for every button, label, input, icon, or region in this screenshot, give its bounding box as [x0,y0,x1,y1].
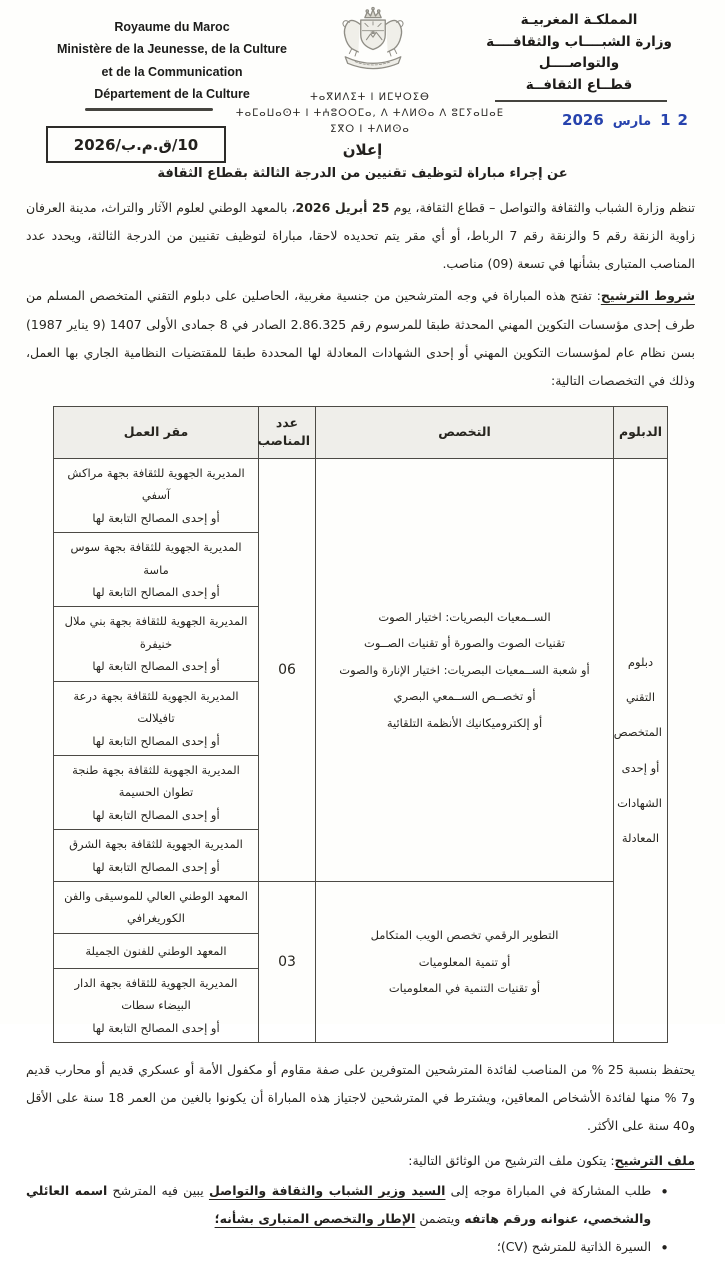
bullet-icon: • [660,1182,669,1201]
page-subtitle: عن إجراء مباراة لتوظيف تقنيين من الدرجة الثالثة بقطاع الثقافة [157,166,568,181]
stamp-year: 2026 [562,111,604,129]
date-stamp [562,111,695,129]
count-cell-group1: 06 [259,458,316,881]
tifinagh-line: ⵜⴰⴳⵍⴷⵉⵜ ⵏ ⵍⵎⵖⵔⵉⴱ [310,92,430,103]
french-line: Département de la Culture [94,86,250,101]
ministry-name-tifinagh [182,90,558,139]
list-item-request [26,1177,669,1233]
location-cell [54,882,259,934]
diploma-line: المتخصص [613,725,662,740]
specialty-line: تقنيات الصوت والصورة أو تقنيات الصــوت [364,636,565,651]
specialty-line: أو شعبة الســمعيات البصريات: اختيار الإنارة والصوت [339,662,590,677]
diploma-cell [614,458,668,1042]
conditions-text: : تفتح هذه المباراة في وجه المترشحين من جنسية مغربية، الحاصلين على دبلوم التقني المتخصص المسلم من طرف إحدى مؤسسات التكوين المهني المحدثة طبقا للمرسوم رقم 2.86.325 الصادر في 8 جمادى الأولى 1407 (9 يناير 1987) بسن نظام عام لمؤسسات التكوين المهني أو إحدى الشهادات المعادلة لها المحددة طبقا للمقتضيات النظامية الجاري بها العمل، وذلك في التخصصات التالية: [26,288,695,388]
reference-number: 10/ق.م.ب/2026 [73,135,199,154]
stamp-day: 12 [660,111,695,129]
grade-specialty: الإطار والتخصص المتبارى بشأنه؛ [214,1210,416,1226]
french-line: et de la Communication [101,64,243,79]
location-note: أو إحدى المصالح التابعة لها [92,733,220,748]
arabic-line: وزارة الشبــــاب والثقافــــة [486,33,672,50]
location-cell [54,533,259,607]
arabic-divider [495,100,667,102]
intro-text: ، بالمعهد الوطني لعلوم الآثار والتراث، مدينة العرفان زاوية الزنقة رقم 5 والزنقة رقم 7 الرباط، أو أي مقر يتم تحديده لاحقا، مباراة لتوظيف تقنيين من الدرجة الثالثة، ويحدد عدد المناصب المتبارى بشأنها في تسعة (09) مناصب. [26,200,695,272]
arabic-line: والتواصــــل [538,55,620,72]
location-cell [54,933,259,968]
intro-text: تنظم وزارة الشباب والثقافة والتواصل – قطاع الثقافة، يوم [389,200,695,215]
file-section-heading [26,1147,695,1175]
request-segment: يبين فيه المترشح [107,1182,209,1198]
document-body [0,194,725,1263]
location-note: أو إحدى المصالح التابعة لها [92,659,220,674]
ministry-name-arabic [453,10,705,96]
table-header-row [54,406,668,458]
cv-item-text: السيرة الذاتية للمترشح (CV)؛ [496,1238,652,1254]
location-name: المديرية الجهوية للثقافة بجهة الدار البيضاء سطات [74,975,238,1013]
page-title: إعلان [342,141,383,159]
bullet-icon: • [660,1238,669,1257]
diploma-line: دبلوم التقني [625,655,656,705]
specialty-line: أو تخصــص الســمعي البصري [393,689,536,704]
count-header-line: المناصب [257,433,310,449]
location-name: المديرية الجهوية للثقافة بجهة الشرق [69,837,243,852]
candidate-info: اسمه العائلي والشخصي، عنوانه ورقم هاتفه [26,1182,652,1226]
location-name: المديرية الجهوية للثقافة بجهة بني ملال خنيفرة [64,614,248,651]
minister-name: السيد وزير الشباب والثقافة والتواصل [208,1182,446,1198]
diploma-line: المعادلة [621,830,660,845]
french-line: Ministère de la Jeunesse, de la Culture [57,42,287,57]
count-header-line: عدد [275,414,299,430]
specialty-cell-group2 [316,882,614,1043]
location-name: المديرية الجهوية للثقافة بجهة درعة تافيلالت [73,688,239,726]
col-header-count [259,406,316,458]
request-segment: طلب المشاركة في المباراة موجه إلى [445,1182,652,1198]
specialty-line: أو تقنيات التنمية في المعلوميات [388,981,541,996]
request-segment: ويتضمن [415,1210,465,1226]
arabic-line: قطــاع الثقافــة [525,76,633,93]
table-row [54,882,668,934]
specialty-line: أو إلكتروميكانيك الأنظمة التلقائية [386,715,543,730]
location-name: المديرية الجهوية للثقافة بجهة طنجة تطوان الحسيمة [72,762,240,800]
col-header-specialty: التخصص [316,406,614,458]
list-item-cv [26,1233,669,1263]
location-note: أو إحدى المصالح التابعة لها [92,584,220,599]
diploma-line: أو إحدى [621,760,660,775]
stamp-month: مارس [612,114,652,129]
exam-date: 25 أبريل 2026 [295,200,390,215]
coat-of-arms [324,6,422,88]
location-note: أو إحدى المصالح التابعة لها [92,859,220,874]
count-cell-group2: 03 [259,882,316,1043]
specialty-line: التطوير الرقمي تخصص الويب المتكامل [370,928,559,943]
location-cell [54,607,259,681]
positions-table [53,406,668,1043]
location-cell [54,458,259,532]
location-name: المديرية الجهوية للثقافة بجهة سوس ماسة [70,540,242,577]
specialty-cell-group1 [316,458,614,881]
location-cell [54,968,259,1042]
specialty-line: الســمعيات البصريات: اختيار الصوت [378,609,551,624]
location-name: المعهد الوطني للفنون الجميلة [85,943,227,958]
location-note: أو إحدى المصالح التابعة لها [92,807,220,822]
location-note: أو إحدى المصالح التابعة لها [92,1020,220,1035]
french-line: Royaume du Maroc [114,20,230,34]
letterhead [0,0,725,192]
location-cell [54,681,259,755]
conditions-paragraph [26,282,695,395]
arabic-line: المملكـة المغربيـة [520,12,638,28]
required-documents-list [26,1177,669,1263]
request-item-text [26,1177,651,1233]
diploma-line: الشهادات [617,795,662,810]
location-note: أو إحدى المصالح التابعة لها [92,510,220,525]
col-header-diploma: الدبلوم [614,406,668,458]
file-label: ملف الترشيح [614,1152,695,1168]
location-cell [54,830,259,882]
intro-paragraph [26,194,695,278]
location-name: المديرية الجهوية للثقافة بجهة مراكش آسفي [67,465,245,503]
col-header-location: مقر العمل [54,406,259,458]
location-name: المعهد الوطني العالي للموسيقى والفن الكوريغرافي [64,889,248,926]
quota-paragraph: يحتفظ بنسبة 25 % من المناصب لفائدة المترشحين المتوفرين على صفة مقاوم أو مكفول الأمة أو عسكري قديم أو محارب قديم و7 % منها لفائدة الأشخاص المعاقين، ويشترط في المترشحين لاجتياز هذه المباراة أن يكونوا بالغين من العمر 18 سنة على الأقل و40 سنة على الأكثر. [26,1062,695,1134]
tifinagh-line: ⵜⴰⵎⴰⵡⴰⵙⵜ ⵏ ⵜⵄⵓⵔⵔⵎⴰ, ⴷ ⵜⴷⵍⵙⴰ ⴷ ⵓⵎⵢⴰⵡⴰⴹ [235,108,505,120]
file-intro: : يتكون ملف الترشيح من الوثائق التالية: [408,1152,615,1168]
table-row [54,458,668,532]
conditions-label: شروط الترشيح [600,288,695,304]
specialty-line: أو تنمية المعلوميات [418,954,511,969]
tifinagh-line: ⵉⴳⵔ ⵏ ⵜⴷⵍⵙⴰ [330,124,410,136]
location-cell [54,755,259,829]
